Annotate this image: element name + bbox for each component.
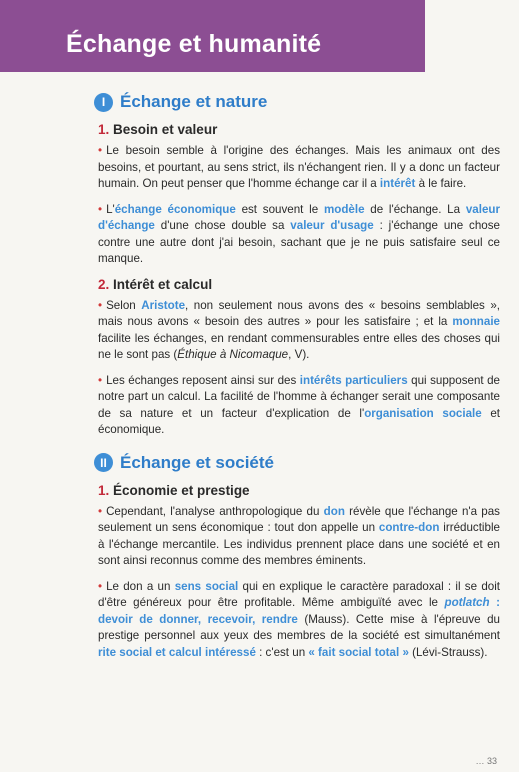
text-run: : c'est un (255, 645, 309, 659)
section-echange-et-nature (98, 92, 500, 439)
text-run: irréductible à l'échange mercantile. Les individus prennent place dans une société et en sont ainsi reconnus comme des membres éminents. (98, 521, 500, 567)
keyword: « fait social total » (308, 645, 409, 659)
text-run: Les échanges reposent ainsi sur des (106, 373, 300, 387)
text-run: Selon (106, 298, 142, 312)
section-numeral-badge: II (94, 453, 113, 472)
keyword: intérêt (379, 177, 416, 190)
text-run: , non seulement nous avons des « besoins semblables », mais nous avons « besoin des autres » pour les satisfaire ; et la (98, 298, 501, 328)
text-run: , V). (288, 348, 310, 361)
keyword: échange économique (114, 202, 236, 216)
section-title: Échange et nature (120, 92, 268, 111)
subsection-title: Intérêt et calcul (113, 276, 213, 292)
text-run: Le besoin semble à l'origine des échanges. Mais les animaux ont des besoins, et pourtant, au sens strict, ils n'échangent rien. Il y a donc un facteur humain. On peut penser que l'homme échange car il a (98, 144, 500, 190)
keyword: don (323, 504, 345, 518)
keyword: valeur d'usage (290, 219, 374, 232)
bullet-icon: • (98, 373, 103, 387)
text-run: facilite les échanges, en rendant commensurables entre elles des choses qui ne le sont pas ( (98, 331, 500, 361)
keyword: intérêts particuliers (299, 373, 408, 387)
title-banner (0, 0, 425, 72)
text-run: révèle que l'échange n'a pas seulement un sens économique : tout don appelle un (98, 504, 500, 534)
text-run: qui supposent de notre part un calcul. La facilité de l'homme à échanger serait une composante de sa nature et un facteur d'explication de l' (98, 373, 501, 420)
subsection-heading (98, 483, 500, 498)
keyword: organisation sociale (364, 406, 482, 420)
text-run: (Lévi-Strauss). (408, 645, 488, 659)
text-run: à le faire. (415, 177, 467, 190)
text-run: d'une chose double sa (154, 219, 291, 232)
subsection-number: 2. (98, 276, 110, 292)
keyword: rite social et calcul intéressé (98, 645, 256, 659)
bullet-icon: • (98, 579, 103, 593)
text-run: L' (106, 202, 115, 216)
section-heading (94, 453, 500, 473)
text-run: : j'échange une chose contre une autre dont j'ai besoin, sachant que je ne puis satisfaire seul ce manque. (98, 219, 500, 265)
text-run: et économique. (98, 406, 501, 436)
subsection-title: Besoin et valeur (113, 122, 218, 137)
subsection-title: Économie et prestige (113, 482, 250, 498)
subsection-number: 1. (98, 482, 110, 498)
section-echange-et-societe (98, 453, 500, 662)
keyword: potlatch (444, 596, 490, 609)
section-heading (94, 92, 500, 112)
bullet-icon: • (98, 144, 103, 157)
text-run: qui en explique le caractère paradoxal : il se doit d'être généreux pour être profitable. Même ambiguïté avec le (98, 579, 501, 609)
paragraph (98, 143, 500, 193)
section-numeral-badge: I (94, 93, 113, 112)
paragraph (98, 373, 500, 439)
bullet-icon: • (98, 504, 103, 518)
paragraph (98, 298, 500, 364)
keyword: sens social (174, 579, 239, 593)
keyword: contre-don (378, 521, 440, 534)
keyword: valeur d'échange (98, 202, 501, 232)
content-area (98, 92, 500, 670)
page-number: … 33 (475, 756, 497, 766)
paragraph (98, 579, 500, 662)
text-run: Cependant, l'analyse anthropologique du (106, 504, 324, 518)
text-run: de l'échange. La (364, 202, 466, 216)
keyword: Aristote (141, 298, 186, 312)
bullet-icon: • (98, 298, 103, 312)
page-title: Échange et humanité (66, 30, 322, 58)
subsection-heading (98, 122, 500, 137)
text-run: Le don a un (106, 579, 175, 593)
section-title: Échange et société (120, 452, 275, 472)
bullet-icon: • (98, 202, 103, 216)
subsection-heading (98, 277, 500, 292)
text-run: (Mauss). Cette mise à l'épreuve du prestige personnel aux yeux des membres de la société est simultanément (98, 612, 500, 642)
paragraph (98, 202, 500, 268)
keyword: : devoir de donner, recevoir, rendre (98, 596, 500, 626)
text-run: est souvent le (235, 202, 324, 216)
subsection-number: 1. (98, 122, 110, 137)
book-title: Éthique à Nicomaque (177, 348, 289, 361)
keyword: modèle (323, 202, 365, 216)
paragraph (98, 504, 500, 570)
keyword: monnaie (452, 315, 500, 328)
